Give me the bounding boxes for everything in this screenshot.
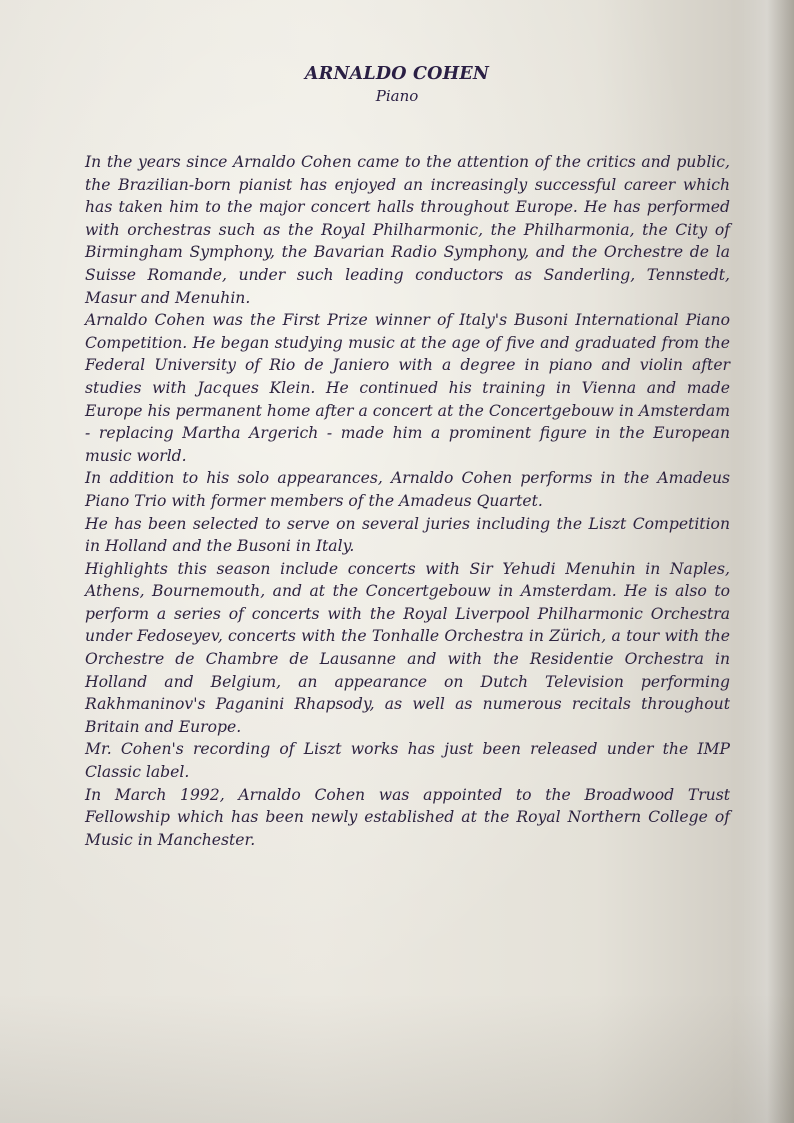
bio-paragraph: Highlights this season include concerts with Sir Yehudi Menuhin in Naples, Athens, Bournemouth, and at the Concertgebouw in Amsterdam. He is also to perform a series of concerts with the Royal Liverpool Philharmonic Orchestra under Fedoseyev, concerts with the Tonhalle Orchestra in Zürich, a tour with the Orchestre de Chambre de Lausanne and with the Residentie Orchestra in Holland and Belgium, an appearance on Dutch Television performing Rakhmaninov's Paganini Rhapsody, as well as numerous recitals throughout Britain and Europe.: [85, 559, 730, 736]
biography: [85, 151, 730, 851]
artist-instrument: Piano: [375, 87, 419, 105]
bio-paragraph: In addition to his solo appearances, Arnaldo Cohen performs in the Amadeus Piano Trio with former members of the Amadeus Quartet.: [85, 469, 730, 510]
bio-paragraph: In the years since Arnaldo Cohen came to the attention of the critics and public, the Brazilian-born pianist has enjoyed an increasingly successful career which has taken him to the major concert halls throughout Europe. He has performed with orchestras such as the Royal Philharmonic, the Philharmonia, the City of Birmingham Symphony, the Bavarian Radio Symphony, and the Orchestre de la Suisse Romande, under such leading conductors as Sanderling, Tennstedt, Masur and Menuhin.: [85, 153, 730, 307]
bio-paragraph: Mr. Cohen's recording of Liszt works has just been released under the IMP Classic label.: [85, 740, 730, 782]
page-header: [0, 62, 794, 106]
bio-paragraph: Arnaldo Cohen was the First Prize winner of Italy's Busoni International Piano Competition. He began studying music at the age of five and graduated from the Federal University of Rio de Janiero with a degree in piano and violin after studies with Jacques Klein. He continued his training in Vienna and made Europe his permanent home after a concert at the Concertgebouw in Amsterdam - replacing Martha Argerich - made him a prominent figure in the European music world.: [85, 311, 730, 465]
page-edge-shadow: [734, 0, 794, 1123]
bio-paragraph: He has been selected to serve on several juries including the Liszt Competition in Holland and the Busoni in Italy.: [85, 514, 730, 556]
artist-name: ARNALDO COHEN: [304, 64, 490, 84]
bio-paragraph: In March 1992, Arnaldo Cohen was appointed to the Broadwood Trust Fellowship which has been newly established at the Royal Northern College of Music in Manchester.: [85, 785, 730, 849]
